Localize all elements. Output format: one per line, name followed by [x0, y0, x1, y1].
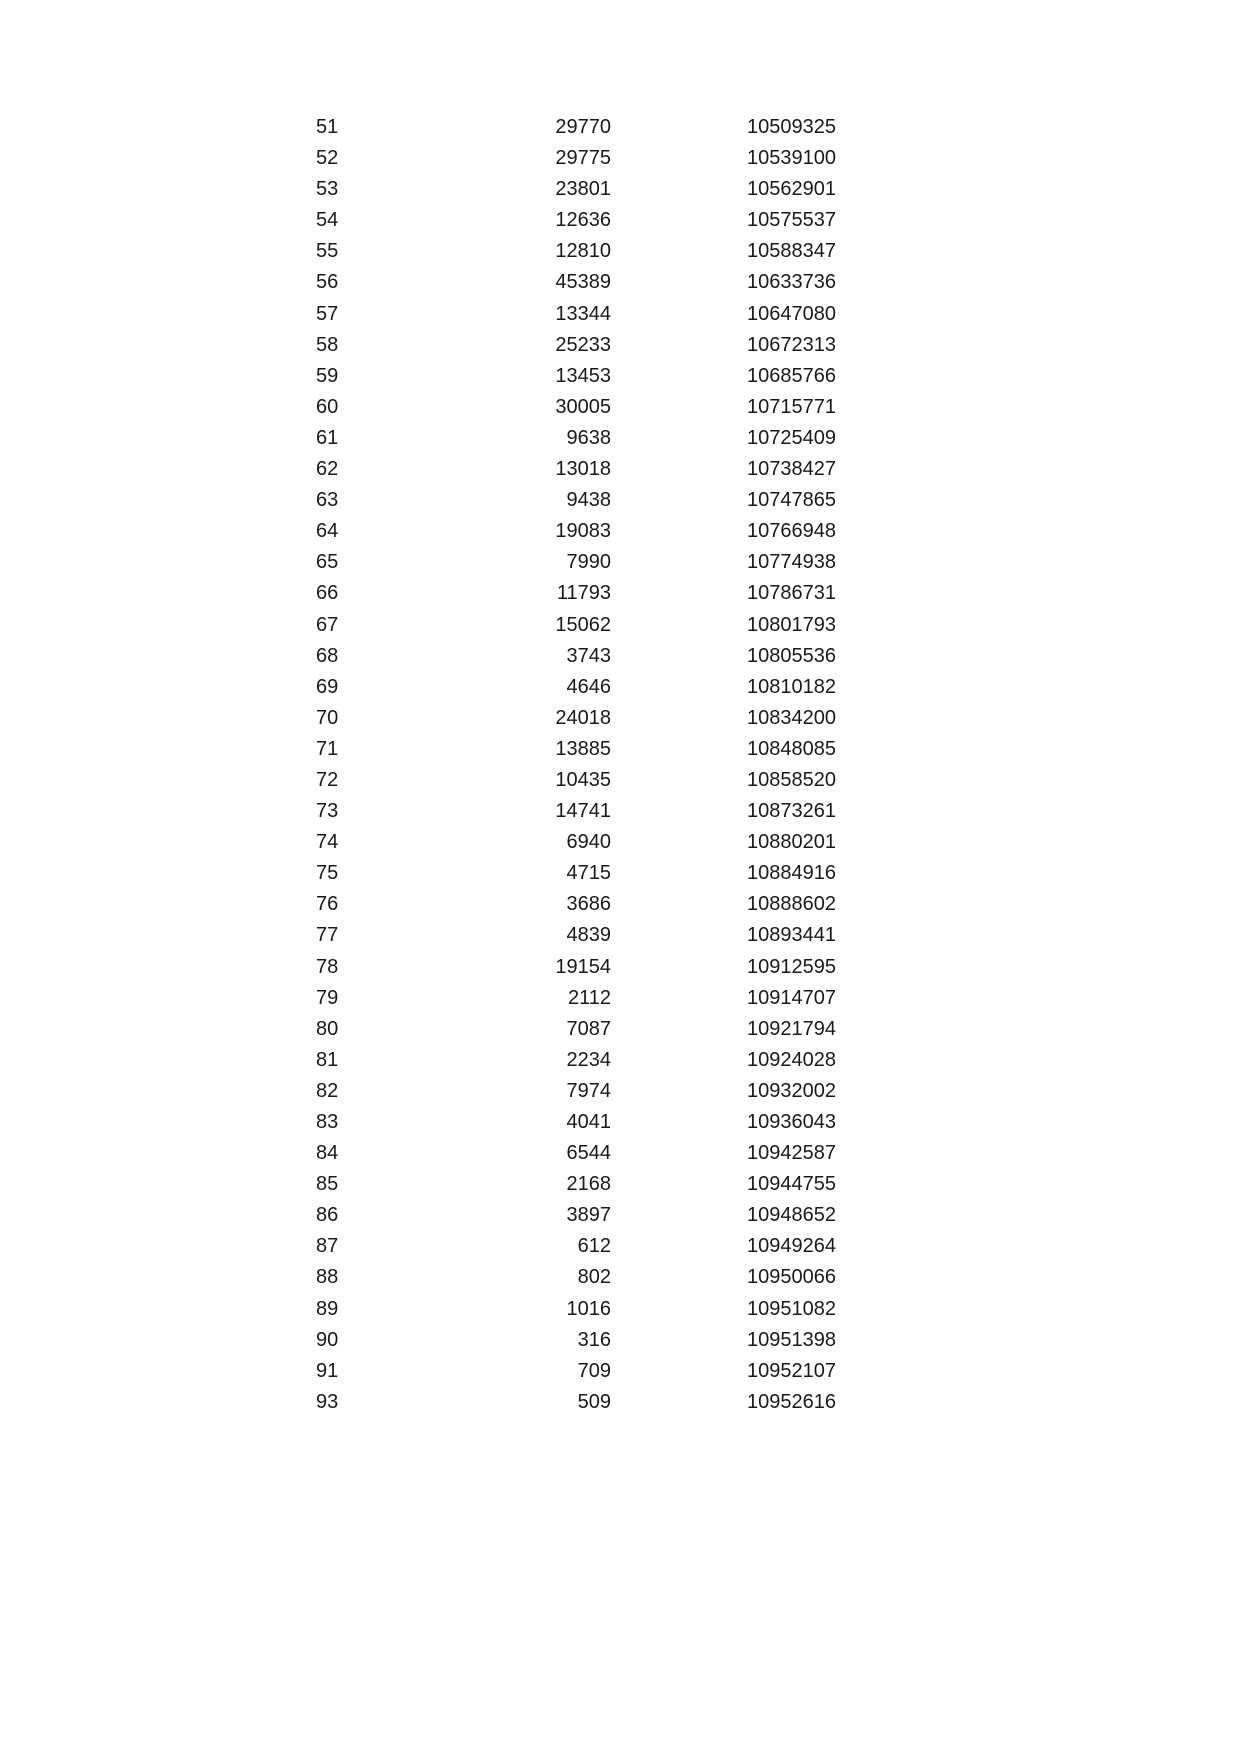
table-row: [316, 299, 836, 330]
row-cumulative-cell: 10805536: [747, 644, 836, 667]
row-index-cell: 57: [316, 302, 339, 325]
table-row: [316, 174, 836, 205]
row-index-cell: 63: [316, 489, 339, 512]
row-cumulative-cell: 10950066: [747, 1266, 836, 1289]
row-index-cell: 80: [316, 1017, 339, 1040]
table-row: [316, 578, 836, 609]
row-value-cell: 612: [577, 1235, 611, 1258]
row-index-cell: 69: [316, 675, 339, 698]
row-cumulative-cell: 10633736: [747, 271, 836, 294]
row-cumulative-cell: 10949264: [747, 1235, 836, 1258]
table-row: [316, 516, 836, 547]
row-value-cell: 10435: [555, 768, 611, 791]
row-cumulative-cell: 10810182: [747, 675, 836, 698]
row-value-cell: 316: [577, 1328, 611, 1351]
table-row: [316, 143, 836, 174]
row-cumulative-cell: 10647080: [747, 302, 836, 325]
row-value-cell: 13885: [555, 737, 611, 760]
row-cumulative-cell: 10951398: [747, 1328, 836, 1351]
row-value-cell: 9438: [566, 489, 611, 512]
table-row: [316, 765, 836, 796]
table-row: [316, 1014, 836, 1045]
table-row: [316, 361, 836, 392]
row-value-cell: 13344: [555, 302, 611, 325]
row-index-cell: 75: [316, 862, 339, 885]
row-index-cell: 81: [316, 1048, 339, 1071]
row-value-cell: 4646: [566, 675, 611, 698]
row-cumulative-cell: 10848085: [747, 737, 836, 760]
row-cumulative-cell: 10884916: [747, 862, 836, 885]
row-cumulative-cell: 10893441: [747, 924, 836, 947]
row-index-cell: 53: [316, 178, 339, 201]
row-value-cell: 7990: [566, 551, 611, 574]
row-value-cell: 45389: [555, 271, 611, 294]
row-index-cell: 65: [316, 551, 339, 574]
table-body: [316, 112, 836, 1418]
table-row: [316, 983, 836, 1014]
row-value-cell: 4715: [566, 862, 611, 885]
row-value-cell: 2112: [567, 986, 611, 1009]
row-cumulative-cell: 10539100: [747, 147, 836, 170]
row-index-cell: 55: [316, 240, 339, 263]
table-row: [316, 1169, 836, 1200]
row-value-cell: 30005: [555, 395, 611, 418]
row-index-cell: 54: [316, 209, 339, 232]
table-row: [316, 1387, 836, 1418]
row-index-cell: 86: [316, 1204, 339, 1227]
row-cumulative-cell: 10774938: [747, 551, 836, 574]
row-cumulative-cell: 10738427: [747, 458, 836, 481]
row-value-cell: 23801: [555, 178, 611, 201]
row-cumulative-cell: 10858520: [747, 768, 836, 791]
row-index-cell: 89: [316, 1297, 339, 1320]
row-value-cell: 9638: [566, 426, 611, 449]
row-cumulative-cell: 10952616: [747, 1390, 836, 1413]
table-row: [316, 734, 836, 765]
table-row: [316, 1045, 836, 1076]
row-value-cell: 7974: [566, 1079, 611, 1102]
row-value-cell: 29770: [555, 116, 611, 138]
row-index-cell: 84: [316, 1142, 339, 1165]
row-index-cell: 59: [316, 364, 339, 387]
row-index-cell: 90: [316, 1328, 339, 1351]
row-cumulative-cell: 10672313: [747, 333, 836, 356]
row-value-cell: 19154: [555, 955, 611, 978]
table-row: [316, 610, 836, 641]
table-row: [316, 1356, 836, 1387]
row-index-cell: 71: [316, 737, 339, 760]
row-index-cell: 93: [316, 1390, 339, 1413]
row-value-cell: 2234: [566, 1048, 611, 1071]
row-value-cell: 19083: [555, 520, 611, 543]
row-value-cell: 25233: [555, 333, 611, 356]
row-value-cell: 12810: [555, 240, 611, 263]
row-index-cell: 56: [316, 271, 339, 294]
row-index-cell: 83: [316, 1111, 339, 1133]
table-row: [316, 547, 836, 578]
row-index-cell: 78: [316, 955, 339, 978]
row-value-cell: 3686: [566, 893, 611, 916]
row-index-cell: 60: [316, 395, 339, 418]
row-value-cell: 29775: [555, 147, 611, 170]
row-index-cell: 62: [316, 458, 339, 481]
row-index-cell: 91: [316, 1359, 339, 1382]
row-index-cell: 64: [316, 520, 339, 543]
row-index-cell: 66: [316, 582, 339, 605]
row-value-cell: 12636: [555, 209, 611, 232]
row-value-cell: 3743: [566, 644, 611, 667]
row-cumulative-cell: 10936043: [747, 1111, 836, 1133]
row-cumulative-cell: 10944755: [747, 1173, 836, 1196]
row-value-cell: 11793: [556, 582, 611, 605]
row-value-cell: 4839: [566, 924, 611, 947]
table-row: [316, 1294, 836, 1325]
row-value-cell: 24018: [555, 706, 611, 729]
row-cumulative-cell: 10801793: [747, 613, 836, 636]
table-row: [316, 1325, 836, 1356]
row-index-cell: 85: [316, 1173, 339, 1196]
table-row: [316, 267, 836, 298]
row-value-cell: 13018: [555, 458, 611, 481]
table-row: [316, 952, 836, 983]
row-index-cell: 51: [316, 116, 339, 138]
row-index-cell: 70: [316, 706, 339, 729]
row-cumulative-cell: 10588347: [747, 240, 836, 263]
row-value-cell: 6940: [566, 831, 611, 854]
table-row: [316, 889, 836, 920]
row-index-cell: 72: [316, 768, 339, 791]
table-row: [316, 236, 836, 267]
row-cumulative-cell: 10921794: [747, 1017, 836, 1040]
row-value-cell: 15062: [555, 613, 611, 636]
row-value-cell: 6544: [566, 1142, 611, 1165]
row-cumulative-cell: 10942587: [747, 1142, 836, 1165]
row-index-cell: 61: [316, 426, 339, 449]
row-index-cell: 68: [316, 644, 339, 667]
table-row: [316, 1107, 836, 1138]
row-index-cell: 74: [316, 831, 339, 854]
row-cumulative-cell: 10952107: [747, 1359, 836, 1382]
row-cumulative-cell: 10715771: [747, 395, 836, 418]
row-cumulative-cell: 10786731: [747, 582, 836, 605]
table-row: [316, 112, 836, 143]
table-row: [316, 827, 836, 858]
row-cumulative-cell: 10951082: [747, 1297, 836, 1320]
table-row: [316, 703, 836, 734]
row-index-cell: 87: [316, 1235, 339, 1258]
row-index-cell: 77: [316, 924, 339, 947]
table-row: [316, 392, 836, 423]
row-cumulative-cell: 10766948: [747, 520, 836, 543]
row-cumulative-cell: 10880201: [747, 831, 836, 854]
row-cumulative-cell: 10948652: [747, 1204, 836, 1227]
row-cumulative-cell: 10747865: [747, 489, 836, 512]
table-row: [316, 920, 836, 951]
row-cumulative-cell: 10685766: [747, 364, 836, 387]
row-value-cell: 7087: [566, 1017, 611, 1040]
row-cumulative-cell: 10575537: [747, 209, 836, 232]
row-cumulative-cell: 10509325: [747, 116, 836, 138]
row-index-cell: 76: [316, 893, 339, 916]
row-value-cell: 14741: [555, 800, 611, 823]
row-cumulative-cell: 10834200: [747, 706, 836, 729]
row-value-cell: 4041: [566, 1111, 611, 1133]
table-row: [316, 1076, 836, 1107]
row-index-cell: 73: [316, 800, 339, 823]
row-index-cell: 52: [316, 147, 339, 170]
row-index-cell: 88: [316, 1266, 339, 1289]
table-row: [316, 796, 836, 827]
table-row: [316, 858, 836, 889]
row-value-cell: 13453: [555, 364, 611, 387]
row-value-cell: 3897: [566, 1204, 611, 1227]
row-value-cell: 802: [577, 1266, 611, 1289]
table-row: [316, 641, 836, 672]
row-index-cell: 82: [316, 1079, 339, 1102]
row-cumulative-cell: 10873261: [747, 800, 836, 823]
table-row: [316, 1200, 836, 1231]
row-value-cell: 1016: [566, 1297, 611, 1320]
data-table: [316, 112, 836, 1418]
row-cumulative-cell: 10914707: [747, 986, 836, 1009]
row-cumulative-cell: 10562901: [747, 178, 836, 201]
row-index-cell: 67: [316, 613, 339, 636]
table-row: [316, 672, 836, 703]
row-value-cell: 709: [577, 1359, 611, 1382]
table-row: [316, 1231, 836, 1262]
table-row: [316, 205, 836, 236]
table-row: [316, 485, 836, 516]
row-cumulative-cell: 10912595: [747, 955, 836, 978]
row-cumulative-cell: 10932002: [747, 1079, 836, 1102]
row-index-cell: 79: [316, 986, 339, 1009]
row-cumulative-cell: 10924028: [747, 1048, 836, 1071]
table-row: [316, 454, 836, 485]
row-value-cell: 509: [577, 1390, 611, 1413]
table-row: [316, 1262, 836, 1293]
table-row: [316, 330, 836, 361]
row-value-cell: 2168: [566, 1173, 611, 1196]
row-index-cell: 58: [316, 333, 339, 356]
table-row: [316, 423, 836, 454]
row-cumulative-cell: 10888602: [747, 893, 836, 916]
table-row: [316, 1138, 836, 1169]
row-cumulative-cell: 10725409: [747, 426, 836, 449]
